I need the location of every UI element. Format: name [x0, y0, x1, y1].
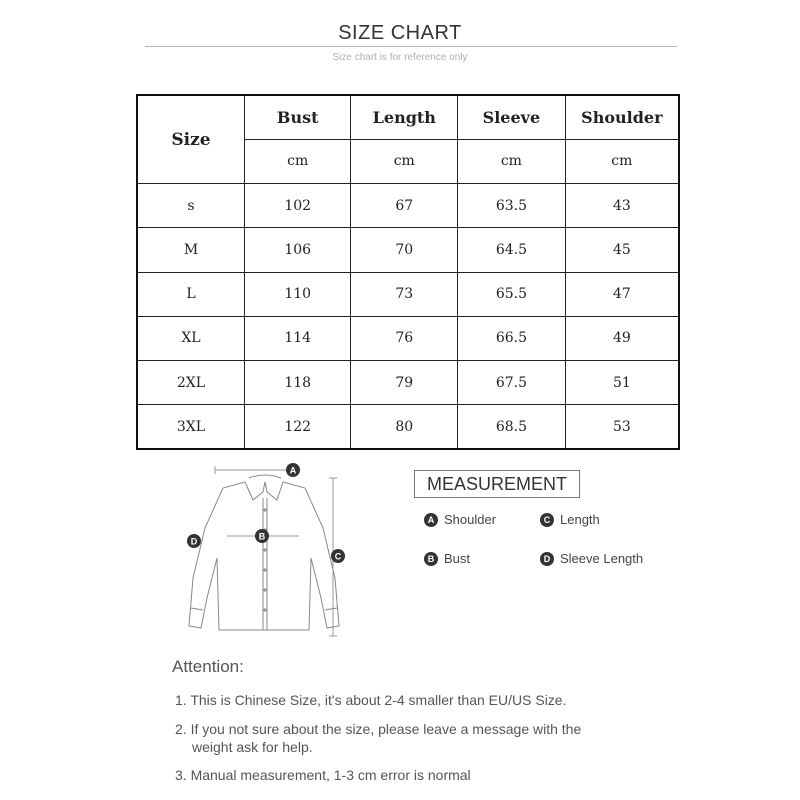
measure-lines [215, 466, 337, 636]
value-cell: 67.5 [458, 361, 566, 405]
attention-note [175, 720, 581, 756]
column-header-bust: Bust [244, 95, 350, 139]
legend-item-length [540, 512, 600, 527]
value-cell: 45 [565, 228, 679, 272]
legend-item-bust [424, 551, 470, 566]
measurement-title: MEASUREMENT [414, 470, 580, 498]
legend-item-shoulder [424, 512, 496, 527]
value-cell: 73 [351, 272, 458, 316]
size-header: Size [137, 95, 244, 184]
value-cell: 70 [351, 228, 458, 272]
unit-cell: cm [458, 139, 566, 183]
column-header-sleeve: Sleeve [458, 95, 566, 139]
shirt-diagram [175, 458, 365, 648]
column-header-length: Length [351, 95, 458, 139]
note-line-continued: weight ask for help. [192, 739, 313, 755]
size-cell: 3XL [137, 405, 244, 449]
header-row [137, 95, 679, 139]
marker-d-icon [187, 534, 201, 548]
legend-label: Length [560, 512, 600, 527]
table-row [137, 184, 679, 228]
page-subtitle: Size chart is for reference only [332, 52, 468, 63]
marker-a-icon: A [424, 513, 438, 527]
note-line: 1. This is Chinese Size, it's about 2-4 smaller than EU/US Size. [175, 692, 567, 708]
value-cell: 76 [351, 316, 458, 360]
value-cell: 47 [565, 272, 679, 316]
size-cell: 2XL [137, 361, 244, 405]
attention-note [175, 691, 566, 709]
value-cell: 122 [244, 405, 350, 449]
value-cell: 53 [565, 405, 679, 449]
table-row [137, 361, 679, 405]
svg-text:A: A [289, 465, 297, 476]
value-cell: 49 [565, 316, 679, 360]
unit-cell: cm [565, 139, 679, 183]
value-cell: 114 [244, 316, 350, 360]
size-cell: XL [137, 316, 244, 360]
svg-text:C: C [334, 551, 342, 562]
attention-note [175, 766, 471, 784]
marker-a-icon [286, 463, 300, 477]
table-row [137, 228, 679, 272]
value-cell: 102 [244, 184, 350, 228]
shirt-outline [189, 475, 339, 630]
size-cell: L [137, 272, 244, 316]
note-line: 2. If you not sure about the size, please leave a message with the [175, 721, 582, 737]
marker-d-icon: D [540, 552, 554, 566]
value-cell: 110 [244, 272, 350, 316]
marker-b-icon: B [424, 552, 438, 566]
title-divider [145, 46, 677, 47]
marker-c-icon: C [540, 513, 554, 527]
unit-cell: cm [351, 139, 458, 183]
value-cell: 63.5 [458, 184, 566, 228]
value-cell: 43 [565, 184, 679, 228]
value-cell: 79 [351, 361, 458, 405]
legend-item-sleeve-length [540, 551, 643, 566]
value-cell: 51 [565, 361, 679, 405]
table-row [137, 272, 679, 316]
attention-title: Attention: [172, 657, 244, 676]
value-cell: 80 [351, 405, 458, 449]
svg-text:B: B [258, 531, 266, 542]
size-cell: M [137, 228, 244, 272]
size-cell: s [137, 184, 244, 228]
legend-label: Shoulder [444, 512, 497, 527]
size-table [136, 94, 680, 450]
legend-label: Bust [444, 551, 471, 566]
column-header-shoulder: Shoulder [565, 95, 679, 139]
value-cell: 118 [244, 361, 350, 405]
marker-c-icon [331, 549, 345, 563]
note-line: 3. Manual measurement, 1-3 cm error is normal [175, 767, 471, 783]
svg-text:D: D [190, 536, 198, 547]
marker-b-icon [255, 529, 269, 543]
unit-cell: cm [244, 139, 350, 183]
value-cell: 106 [244, 228, 350, 272]
value-cell: 66.5 [458, 316, 566, 360]
value-cell: 68.5 [458, 405, 566, 449]
legend-label: Sleeve Length [560, 551, 644, 566]
value-cell: 65.5 [458, 272, 566, 316]
shirt-buttons [263, 508, 266, 611]
table-row [137, 405, 679, 449]
table-row [137, 316, 679, 360]
value-cell: 64.5 [458, 228, 566, 272]
page-title: SIZE CHART [338, 22, 462, 44]
value-cell: 67 [351, 184, 458, 228]
